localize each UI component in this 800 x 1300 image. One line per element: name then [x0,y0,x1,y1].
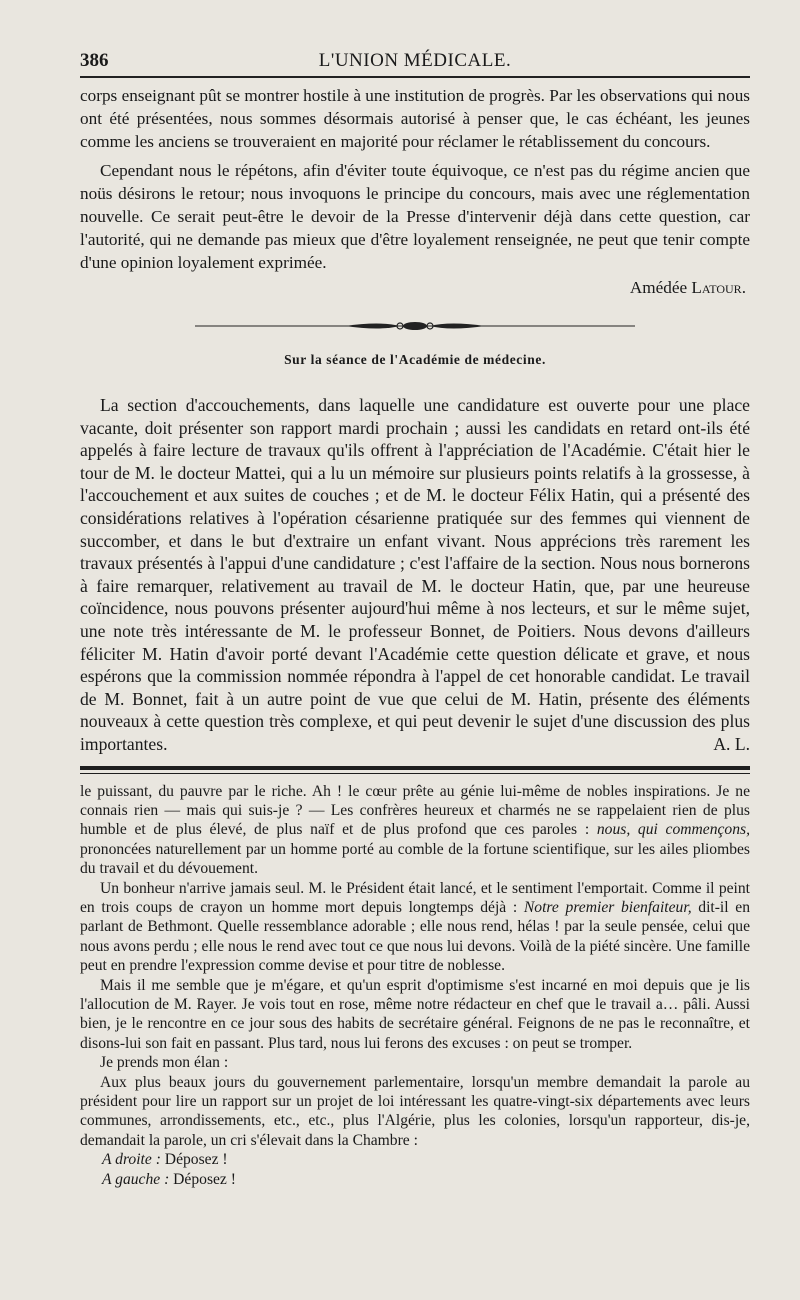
page-header [80,46,750,78]
feuilleton-paragraph [80,879,750,976]
italic-run: A droite : [102,1151,161,1169]
exclamation-line [80,1150,750,1169]
article-signature: A. L. [713,733,750,754]
text-run: prononcées naturellement par un homme porté au comble de la fortune scientifique, sur les ailes pliombes du travail et du dévouement. [80,840,750,878]
italic-run: A gauche : [102,1170,170,1188]
continued-paragraph: corps enseignant pût se montrer hostile à une institution de progrès. Par les observations qui nous ont été présentées, nous sommes désormais autorisé à penser que, le cas échéant, les jeunes comme les anciens se trouveraient en majorité pour réclamer le rétablissement du concours. [80,86,750,151]
continued-article [80,84,750,298]
exclamation-line [80,1170,750,1189]
academy-article [80,394,750,756]
signature-last-name: Latour. [691,278,746,297]
journal-title: L'UNION MÉDICALE. [318,50,512,71]
text-run: Déposez ! [169,1170,236,1188]
feuilleton [80,782,750,1190]
section-heading: Sur la séance de l'Académie de médecine. [284,352,546,367]
signature-first-name: Amédée [629,278,688,297]
text-run: dit-il en parlant de Bethmont. Quelle ressemblance adorable ; elle nous rend, hélas ! par la seule pensée, celui que nous avons perdu ; elle nous le rend avec tout ce que nous lui devons. Voilà de la piété sincère. Une famille peut en prendre l'expression comme devise et pour titre de noblesse. [80,898,750,975]
continued-paragraph: Cependant nous le répétons, afin d'éviter toute équivoque, ce n'est pas du régime ancien que noüs désirons le retour; nous invoquons le principe du concours, mais avec une réglementation nouvelle. Ce serait peut-être le devoir de la Presse d'intervenir déjà dans cette question, car l'autorité, qui ne demande pas mieux que d'être loyalement renseignée, ne peut que tenir compte d'une opinion loyalement exprimée. [80,161,750,272]
feuilleton-rule-thin [80,773,750,774]
italic-run: nous, qui commençons, [596,821,750,839]
feuilleton-rule-thick [80,766,750,770]
author-signature [80,278,746,298]
feuilleton-paragraph: Aux plus beaux jours du gouvernement parlementaire, lorsqu'un membre demandait la parole au président pour lire un rapport sur un projet de loi intéressant les quatre-vingt-six départements avec leurs communes, arrondissements, etc., etc., plus l'Algérie, plus les colonies, lorsqu'un rapporteur, dis-je, demandait la parole, un cri s'élevait dans la Chambre : [80,1073,750,1149]
text-run: le puissant, du pauvre par le riche. Ah ! le cœur prête au génie lui-même de nobles inspirations. Je ne connais rien — mais qui suis-je ? — Les confrères heureux et charmés ne se rappelaient rien de plus humble et de plus élevé, de plus naïf et de plus profond que ces paroles : [80,782,750,839]
text-run: Un bonheur n'arrive jamais seul. M. le Président était lancé, et le sentiment l'emportait. Comme il peint en trois coups de crayon un homme mort depuis longtemps déjà : [80,879,750,916]
page-number: 386 [80,50,109,71]
ornament-divider [195,320,635,332]
text-run: Déposez ! [160,1151,228,1169]
italic-run: Notre premier bienfaiteur, [523,898,692,916]
article-body: La section d'accouchements, dans laquelle une candidature est ouverte pour une place vacante, doit présenter son rapport mardi prochain ; aussi les candidats en retard ont-ils été appelés à faire lecture de travaux qu'ils offrent à l'appréciation de l'Académie. C'était hier le tour de M. le docteur Mattei, qui a lu un mémoire sur plusieurs points relatifs à la grossesse, à l'accouchement et aux suites de couches ; et de M. le docteur Félix Hatin, qui a présenté des considérations relatives à l'opération césarienne pratiquée sur des femmes qui viennent de succomber, et dans le but d'extraire un enfant vivant. Nous apprécions très rarement les travaux présentés à l'appui d'une candidature ; c'est l'affaire de la section. Nous nous bornerons à faire remarquer, relativement au travail de M. le docteur Hatin, que, par une heureuse coïncidence, nous pouvons présenter aujourd'hui même à nos lecteurs, et sur le même sujet, une note très intéressante de M. le professeur Bonnet, de Poitiers. Nous devons d'ailleurs féliciter M. Hatin d'avoir porté devant l'Académie cette question délicate et grave, et nous espérons que la commission nommée répondra à l'appel de cet honorable candidat. Le travail de M. Bonnet, fait à un autre point de vue que celui de M. Hatin, présente des éléments nouveaux à cette question très complexe, et qui peut devenir le sujet d'une discussion des plus importantes. [80,395,750,754]
feuilleton-paragraph: Je prends mon élan : [100,1054,229,1072]
feuilleton-paragraph: Mais il me semble que je m'égare, et qu'un esprit d'optimisme s'est incarné en moi depuis que je lis l'allocution de M. Rayer. Je vois tout en rose, même notre rédacteur en chef que le travail a… pâli. Aussi bien, je le rencontre en ce jour sous des habits de secrétaire général. Feignons de ne pas le reconnaître, et disons-lui son fait en passant. Plus tard, nous lui ferons des excuses : on peut se tromper. [80,976,750,1052]
feuilleton-paragraph [80,782,750,879]
